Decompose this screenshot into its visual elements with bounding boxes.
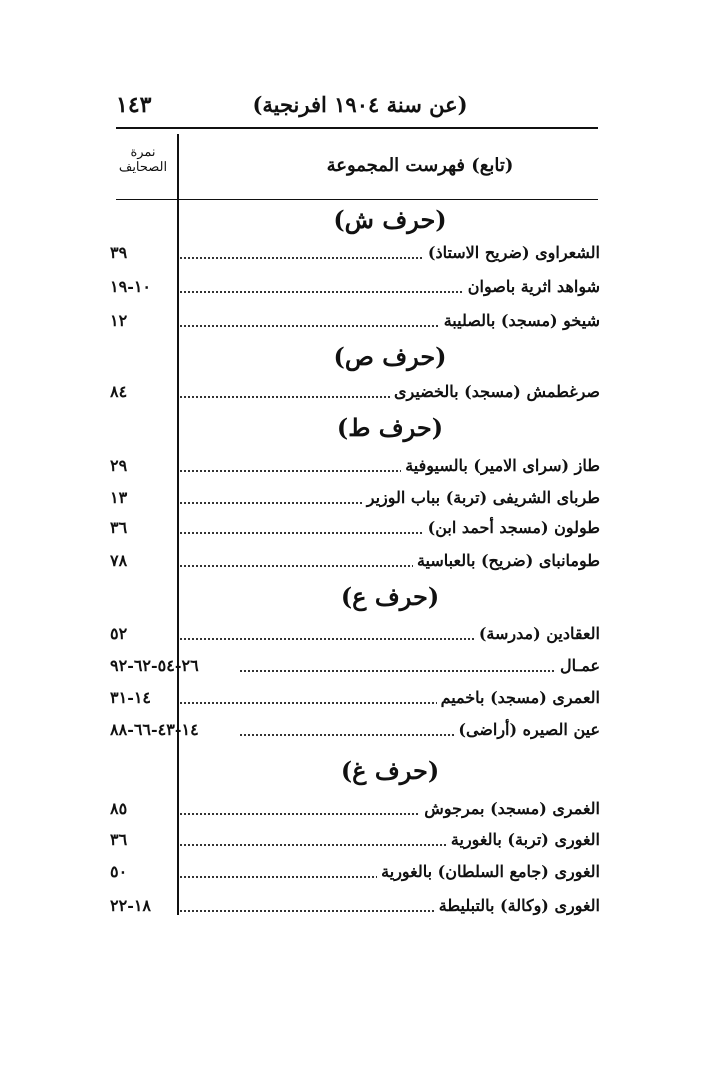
section-heading-sad: (حرف ص) bbox=[333, 342, 447, 371]
entry-name: صرغطمش (مسجد) بالخضيرى bbox=[390, 378, 600, 406]
index-title: (تابع) فهرست المجموعة bbox=[326, 155, 514, 176]
index-entry bbox=[110, 684, 600, 712]
entry-pages: ٢٦-٥٤-٦٢-٩٢ bbox=[110, 656, 199, 675]
page-column-header-line2: الصحايف bbox=[118, 160, 168, 175]
entry-name: طولون (مسجد أحمد ابن) bbox=[424, 514, 600, 542]
entry-pages: ١٤-٣١ bbox=[110, 688, 152, 707]
entry-name: العمرى (مسجد) باخميم bbox=[437, 684, 600, 712]
entry-pages: ١٨-٢٢ bbox=[110, 896, 152, 915]
page-number: ١٤٣ bbox=[116, 92, 152, 118]
entry-pages: ٣٦ bbox=[110, 518, 128, 537]
entry-name: الغمرى (مسجد) بمرجوش bbox=[420, 795, 600, 823]
index-entry bbox=[110, 239, 600, 267]
index-entry bbox=[110, 892, 600, 920]
page-column-header-line1: نمرة bbox=[130, 145, 156, 160]
entry-name: الشعراوى (ضريح الاستاذ) bbox=[424, 239, 600, 267]
index-entry bbox=[110, 484, 600, 512]
entry-name: الغورى (تربة) بالغورية bbox=[447, 826, 600, 854]
leader-dots bbox=[240, 658, 590, 672]
entry-pages: ٥٢ bbox=[110, 624, 128, 643]
entry-name: طاز (سراى الامير) بالسيوفية bbox=[401, 452, 600, 480]
section-heading-shin: (حرف ش) bbox=[333, 205, 447, 234]
index-entry bbox=[110, 795, 600, 823]
entry-pages: ٢٩ bbox=[110, 456, 128, 475]
header-rule bbox=[116, 127, 598, 129]
index-entry bbox=[110, 620, 600, 648]
index-entry bbox=[110, 826, 600, 854]
entry-pages: ١٤-٤٣-٦٦-٨٨ bbox=[110, 720, 199, 739]
entry-name: طومانباى (ضريح) بالعباسية bbox=[413, 547, 600, 575]
entry-pages: ٣٩ bbox=[110, 243, 128, 262]
entry-pages: ١٢ bbox=[110, 311, 128, 330]
index-entry bbox=[110, 273, 600, 301]
section-heading-ain: (حرف ع) bbox=[340, 582, 440, 611]
entry-name: طرباى الشريفى (تربة) بباب الوزير bbox=[363, 484, 600, 512]
entry-name: شيخو (مسجد) بالصليبة bbox=[440, 307, 600, 335]
column-header-rule bbox=[116, 199, 598, 200]
entry-pages: ٨٤ bbox=[110, 382, 128, 401]
entry-name: شواهد اثرية باصوان bbox=[464, 273, 600, 301]
entry-pages: ٨٥ bbox=[110, 799, 128, 818]
entry-name: عين الصيره (أراضى) bbox=[454, 716, 600, 744]
index-entry bbox=[110, 378, 600, 406]
section-heading-ghain: (حرف غ) bbox=[340, 756, 440, 785]
entry-name: الغورى (جامع السلطان) بالغورية bbox=[377, 858, 600, 886]
entry-pages: ١٣ bbox=[110, 488, 128, 507]
index-entry bbox=[110, 452, 600, 480]
entry-name: عمـال bbox=[556, 652, 600, 680]
index-entry bbox=[110, 307, 600, 335]
entry-pages: ٥٠ bbox=[110, 862, 128, 881]
index-entry bbox=[110, 858, 600, 886]
index-entry bbox=[110, 547, 600, 575]
entry-pages: ٧٨ bbox=[110, 551, 128, 570]
index-entry bbox=[110, 514, 600, 542]
entry-name: العقادين (مدرسة) bbox=[475, 620, 600, 648]
section-heading-ta: (حرف ط) bbox=[336, 413, 444, 442]
entry-pages: ١٠-١٩ bbox=[110, 277, 152, 296]
page-column-header bbox=[114, 145, 172, 175]
entry-name: الغورى (وكالة) بالتبليطة bbox=[435, 892, 600, 920]
index-entry bbox=[110, 716, 600, 744]
entry-pages: ٣٦ bbox=[110, 830, 128, 849]
running-header-title: (عن سنة ١٩٠٤ افرنجية) bbox=[252, 92, 468, 117]
index-entry bbox=[110, 652, 600, 680]
